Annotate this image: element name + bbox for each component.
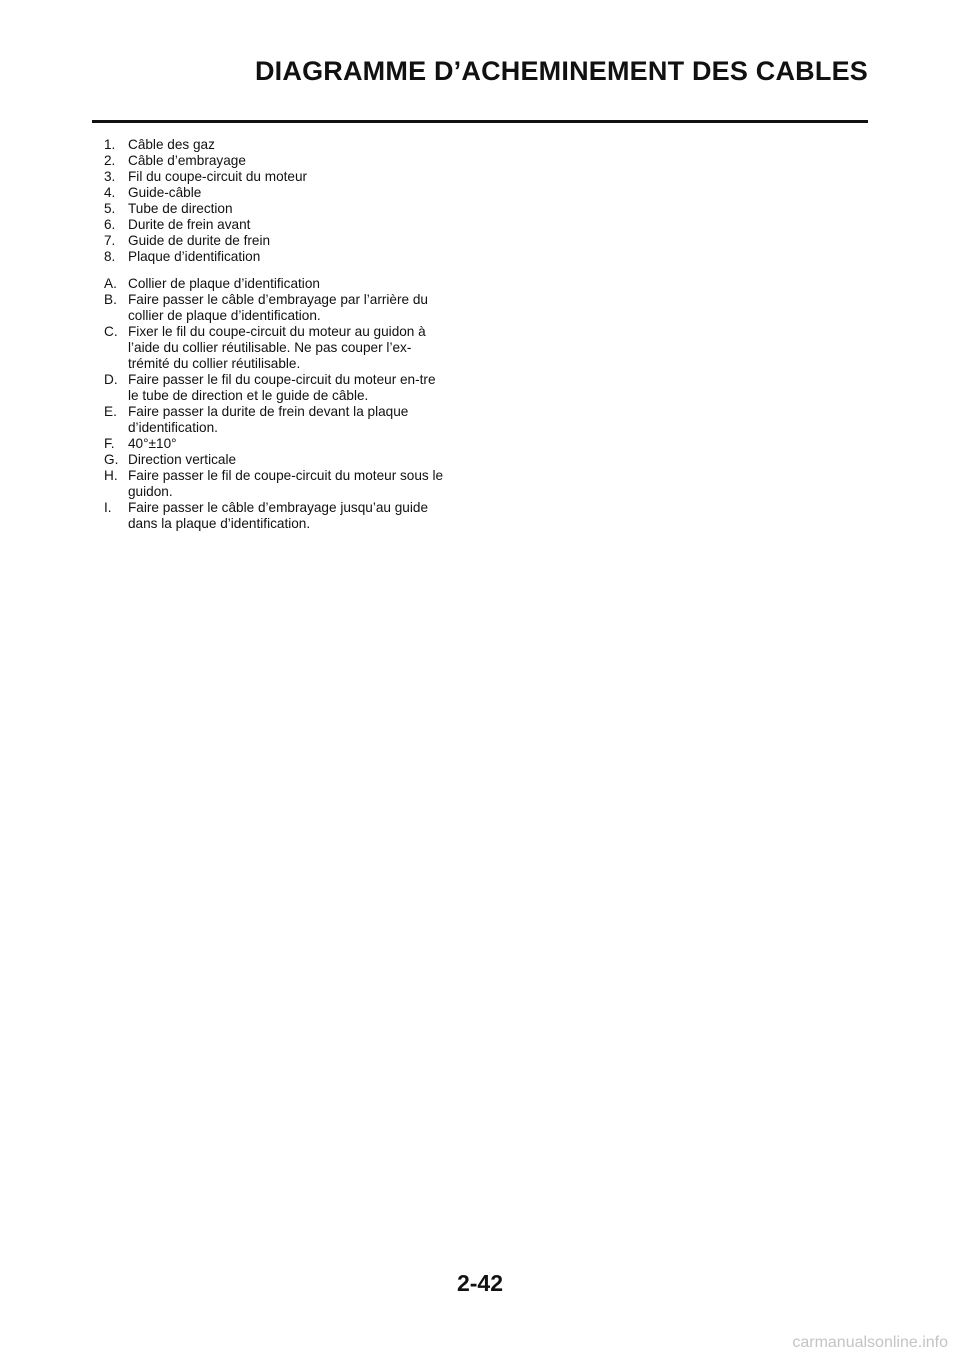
list-item [104, 436, 444, 452]
legend [104, 137, 444, 532]
item-marker: D. [104, 372, 118, 387]
header-divider [92, 120, 868, 123]
list-item [104, 233, 444, 249]
item-text: Fil du coupe-circuit du moteur [128, 169, 308, 184]
item-marker: 6. [104, 217, 116, 232]
item-marker: 8. [104, 249, 116, 264]
item-marker: F. [104, 436, 115, 451]
page-number: 2-42 [456, 1270, 504, 1296]
list-item [104, 372, 444, 404]
list-item [104, 185, 444, 201]
list-item [104, 276, 444, 292]
item-marker: 3. [104, 169, 116, 184]
item-marker: C. [104, 324, 118, 339]
item-text: Câble des gaz [128, 137, 215, 152]
item-text: Fixer le fil du coupe-circuit du moteur au guidon à l’aide du collier réutilisable. Ne pas couper l’ex-trémité du collier réutilisable. [128, 324, 426, 371]
item-text: Câble d’embrayage [128, 153, 246, 168]
item-text: Tube de direction [128, 201, 233, 216]
item-text: Faire passer le fil du coupe-circuit du moteur en-tre le tube de direction et le guide de câble. [128, 372, 436, 403]
item-marker: B. [104, 292, 117, 307]
item-marker: A. [104, 276, 117, 291]
page-title: DIAGRAMME D’ACHEMINEMENT DES CABLES [254, 56, 868, 86]
list-item [104, 169, 444, 185]
item-text: Durite de frein avant [128, 217, 251, 232]
list-item [104, 452, 444, 468]
item-marker: 2. [104, 153, 116, 168]
item-text: Faire passer le fil de coupe-circuit du moteur sous le guidon. [128, 468, 444, 499]
item-marker: E. [104, 404, 117, 419]
item-text: Faire passer le câble d’embrayage par l’arrière du collier de plaque d’identification. [128, 292, 428, 323]
item-text: Faire passer la durite de frein devant la plaque d’identification. [128, 404, 409, 435]
item-marker: 4. [104, 185, 116, 200]
item-marker: H. [104, 468, 118, 483]
item-text: 40°±10° [128, 436, 177, 451]
list-item [104, 500, 444, 532]
item-text: Guide-câble [128, 185, 202, 200]
list-item [104, 324, 444, 372]
item-text: Direction verticale [128, 452, 237, 467]
list-item [104, 137, 444, 153]
item-marker: 7. [104, 233, 116, 248]
item-marker: 5. [104, 201, 116, 216]
item-marker: G. [104, 452, 119, 467]
item-text: Faire passer le câble d’embrayage jusqu’au guide dans la plaque d’identification. [128, 500, 428, 531]
watermark: carmanualsonline.info [792, 1334, 948, 1351]
list-item [104, 249, 444, 265]
lettered-legend-list [104, 276, 444, 532]
list-item [104, 153, 444, 169]
item-text: Collier de plaque d’identification [128, 276, 320, 291]
list-item [104, 404, 444, 436]
item-marker: 1. [104, 137, 116, 152]
list-item [104, 201, 444, 217]
numbered-legend-list [104, 137, 444, 265]
list-item [104, 468, 444, 500]
item-marker: I. [104, 500, 112, 515]
item-text: Guide de durite de frein [128, 233, 271, 248]
list-item [104, 217, 444, 233]
item-text: Plaque d’identification [128, 249, 261, 264]
list-item [104, 292, 444, 324]
